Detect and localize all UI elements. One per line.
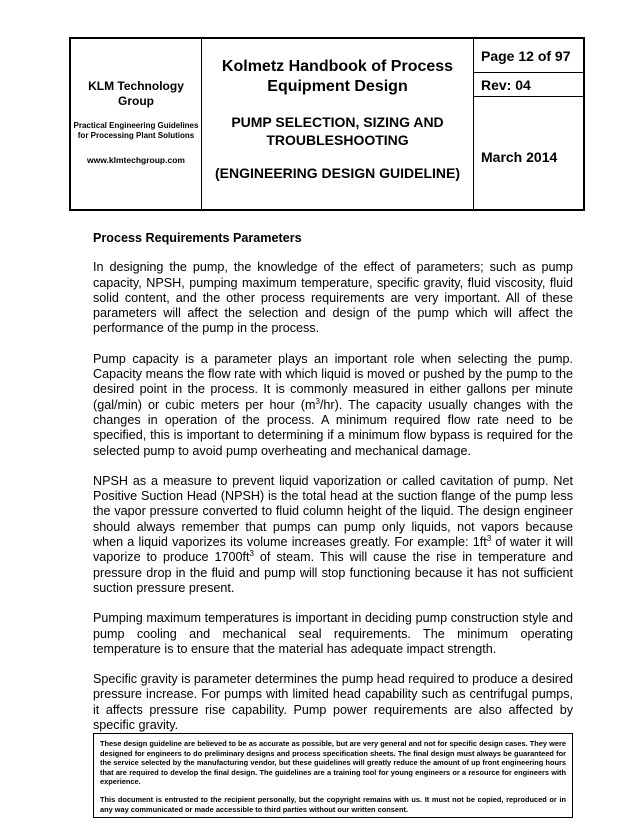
organization-website: www.klmtechgroup.com [87,155,185,165]
organization-block [71,39,202,209]
document-subtitle: (ENGINEERING DESIGN GUIDELINE) [214,165,461,181]
document-title: PUMP SELECTION, SIZING AND TROUBLESHOOTING [231,114,444,148]
title-block [202,39,474,209]
handbook-title: Kolmetz Handbook of Process Equipment Design [221,58,454,95]
page-number: Page 12 of 97 [474,39,583,73]
document-info-block [474,39,583,209]
section-heading: Process Requirements Parameters [93,231,302,245]
paragraph-specific-gravity: Specific gravity is parameter determines the pump head required to produce a desired pressure increase. For pumps with limited head capability such as centrifugal pumps, it affects pressure rise capability. Pump power requirements are also affected by specific gravity. [93,672,573,733]
paragraph-text: /hr). The capacity usually changes with the changes in operation of the process. A minimum required flow rate need to be specified, this is important to determining if a minimum flow bypass is required for the selected pump to avoid pump overheating and mechanical damage. [93,397,573,458]
paragraph-text: of water it will vaporize to produce 1700ft [93,535,573,565]
superscript: 3 [249,549,254,559]
paragraph-text: Pump capacity is a parameter plays an important role when selecting the pump. Capacity means the flow rate with which liquid is moved or pushed by the pump to the desired point in the process. It is commonly measured in either gallons per minute (gal/min) or cubic meters per hour (m [93,351,573,412]
copyright-text: This document is entrusted to the recipient personally, but the copyright remains with us. It must not be copied, reproduced or in any way communicated or made accessible to third parties without our written consent. [100,794,566,814]
paragraph-temperature: Pumping maximum temperatures is important in deciding pump construction style and pump cooling and mechanical seal requirements. The minimum operating temperature is to ensure that the material has adequate impact strength. [93,611,573,656]
document-header [69,37,585,211]
page-body [93,231,573,748]
superscript: 3 [315,396,320,406]
paragraph-parameters-intro: In designing the pump, the knowledge of the effect of parameters; such as pump capacity, NPSH, pumping maximum temperature, specific gravity, fluid viscosity, fluid solid content, and the other process requirements are very important. All of these parameters will affect the selection and design of the pump which will affect the performance of the pump in the process. [93,260,573,336]
superscript: 3 [486,533,492,543]
disclaimer-box [93,733,573,818]
paragraph-text: of steam. This will cause the rise in temperature and pressure drop in the fluid and pump will stop functioning because it has not sufficient suction pressure present. [93,550,573,595]
document-date: March 2014 [481,149,558,165]
organization-name: KLM Technology Group [88,79,184,108]
organization-tagline: Practical Engineering Guidelines for Processing Plant Solutions [73,121,199,140]
disclaimer-text: These design guideline are believed to be as accurate as possible, but are very general and not for specific design cases. They were designed for engineers to do preliminary designs and process specification sheets. The final design must always be guaranteed for the service selected by the manufacturing vendor, but these guidelines will greatly reduce the amount of up front engineering hours that are required to develop the final design. The guidelines are a training tool for young engineers or a resource for engineers with experience. [100,739,566,787]
revision: Rev: 04 [474,73,583,97]
paragraph-pump-capacity [93,352,573,459]
paragraph-text: NPSH as a measure to prevent liquid vaporization or called cavitation of pump. Net Positive Suction Head (NPSH) is the total head at the suction flange of the pump less the vapor pressure converted to fluid column height of the liquid. The design engineer should always remember that pumps can pump only liquids, not vapors because when a liquid vaporizes its volume increases greatly. For example: 1ft [93,473,573,550]
paragraph-npsh [93,474,573,596]
